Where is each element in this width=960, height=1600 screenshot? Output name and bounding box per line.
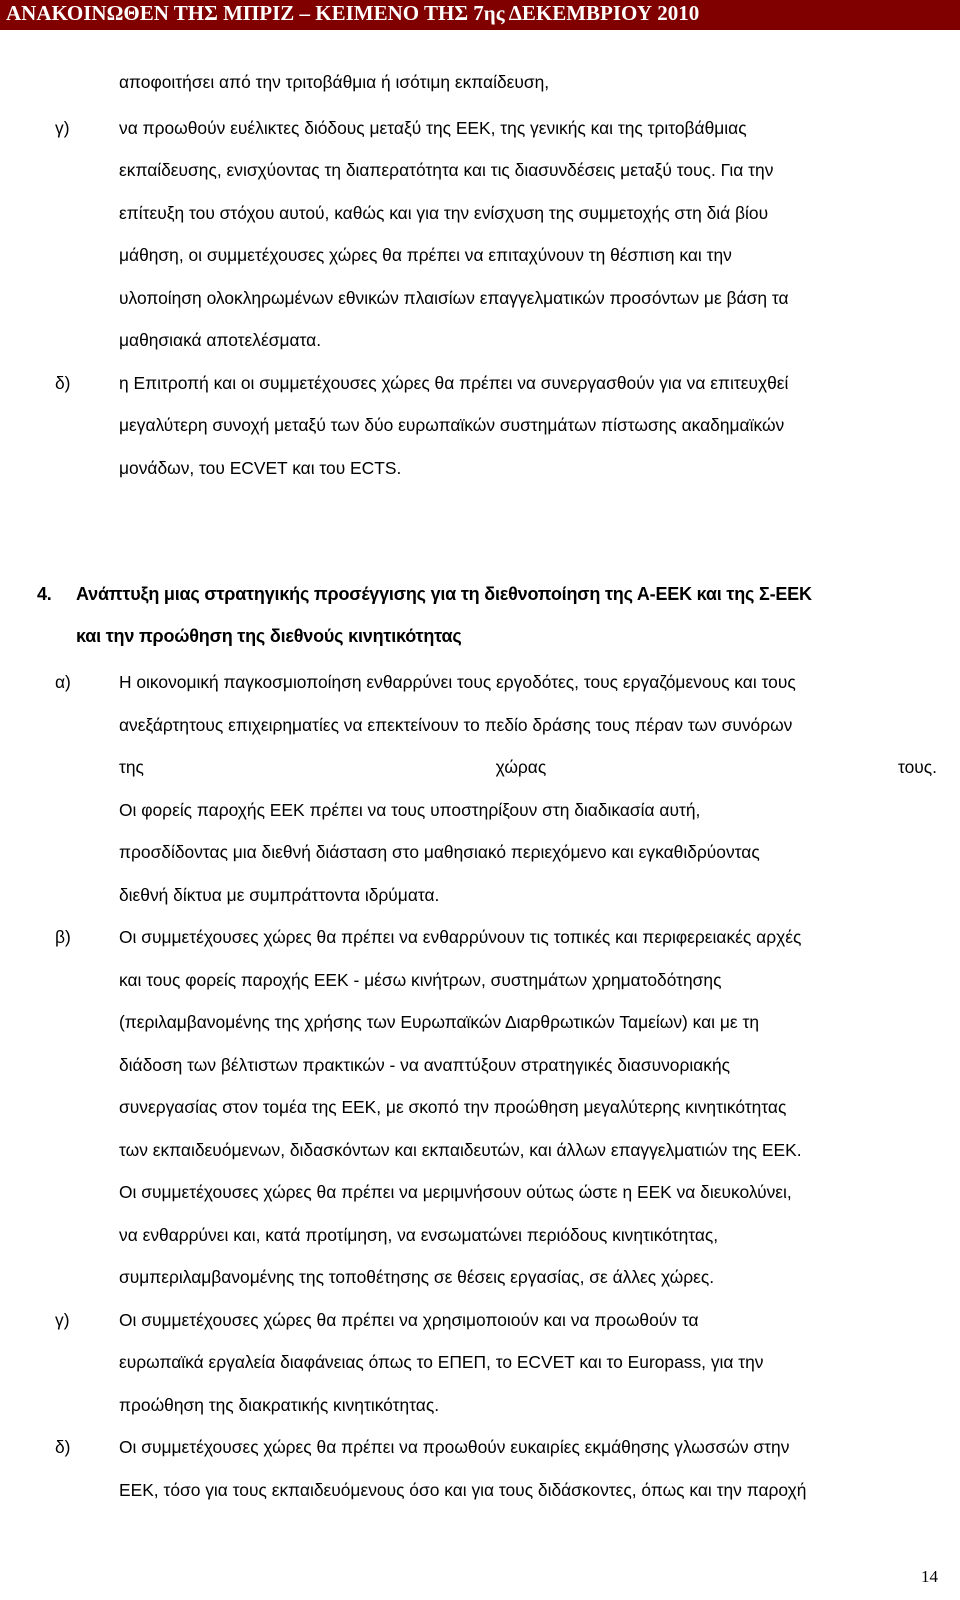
paragraph-line [119, 117, 937, 139]
list-label: δ) [55, 373, 71, 393]
paragraph-line: Οι συμμετέχουσες χώρες θα πρέπει να μεριμνήσουν ούτως ώστε η ΕΕΚ να διευκολύνει, [119, 1182, 792, 1202]
paragraph-line: διάδοση των βέλτιστων πρακτικών - να αναπτύξουν στρατηγικές διασυνοριακής [119, 1055, 731, 1075]
paragraph-line: προώθηση της διακρατικής κινητικότητας. [119, 1395, 440, 1415]
list-label: β) [55, 927, 71, 947]
paragraph-line: ευρωπαϊκά εργαλεία διαφάνειας όπως το ΕΠΕΠ, το ECVET και το Europass, για την [119, 1352, 764, 1372]
paragraph-line: να ενθαρρύνει και, κατά προτίμηση, να ενσωματώνει περιόδους κινητικότητας, [119, 1225, 719, 1245]
section-title-continued: και την προώθηση της διεθνούς κινητικότητας [76, 626, 462, 646]
paragraph-line: διεθνή δίκτυα με συμπράττοντα ιδρύματα. [119, 885, 440, 905]
paragraph-line: μαθησιακά αποτελέσματα. [119, 330, 322, 350]
word: τους. [897, 757, 937, 777]
paragraph-line: ΕΕΚ, τόσο για τους εκπαιδευόμενους όσο και για τους διδάσκοντες, όπως και την παροχή [119, 1480, 807, 1500]
word: της [119, 757, 144, 777]
paragraph-line: Οι συμμετέχουσες χώρες θα πρέπει να προωθούν ευκαιρίες εκμάθησης γλωσσών στην [119, 1437, 790, 1457]
header-title: ΑΝΑΚΟΙΝΩΘΕΝ ΤΗΣ ΜΠΡΙΖ – ΚΕΙΜΕΝΟ ΤΗΣ 7ης ΔΕΚΕΜΒΡΙΟΥ 2010 [6, 1, 700, 25]
paragraph-line: εκπαίδευσης, ενισχύοντας τη διαπερατότητα και τις διασυνδέσεις μεταξύ τους. Για την [119, 160, 774, 180]
paragraph-line: επίτευξη του στόχου αυτού, καθώς και για την ενίσχυση της συμμετοχής στη διά βίου [119, 203, 769, 223]
paragraph-line: προσδίδοντας μια διεθνή διάσταση στο μαθησιακό περιεχόμενο και εγκαθιδρύοντας [119, 842, 760, 862]
section-number: 4. [37, 584, 52, 604]
paragraph-line: (περιλαμβανομένης της χρήσης των Ευρωπαϊκών Διαρθρωτικών Ταμείων) και με τη [119, 1012, 760, 1032]
paragraph-line: Οι συμμετέχουσες χώρες θα πρέπει να χρησιμοποιούν και να προωθούν τα [119, 1310, 699, 1330]
paragraph-line: μονάδων, του ECVET και του ECTS. [119, 458, 402, 478]
paragraph-line: Οι συμμετέχουσες χώρες θα πρέπει να ενθαρρύνουν τις τοπικές και περιφερειακές αρχές [119, 927, 802, 947]
list-label: γ) [55, 1310, 70, 1330]
word: χώρας [495, 757, 547, 777]
paragraph-line: μάθηση, οι συμμετέχουσες χώρες θα πρέπει να επιταχύνουν τη θέσπιση και την [119, 245, 732, 265]
paragraph-line: μεγαλύτερη συνοχή μεταξύ των δύο ευρωπαϊκών συστημάτων πίστωσης ακαδημαϊκών [119, 415, 785, 435]
paragraph-line: υλοποίηση ολοκληρωμένων εθνικών πλαισίων επαγγελματικών προσόντων με βάση τα [119, 288, 789, 308]
list-label: γ) [55, 118, 70, 138]
justified-line: να προωθούν ευέλικτες διόδους μεταξύ της ΕΕΚ, της γενικής και της τριτοβάθμιας [119, 118, 747, 138]
list-label: δ) [55, 1437, 71, 1457]
paragraph-line: ανεξάρτητους επιχειρηματίες να επεκτείνουν το πεδίο δράσης τους πέραν των συνόρων [119, 715, 793, 735]
paragraph-line: συνεργασίας στον τομέα της ΕΕΚ, με σκοπό την προώθηση μεγαλύτερης κινητικότητας [119, 1097, 787, 1117]
paragraph-line: αποφοιτήσει από την τριτοβάθμια ή ισότιμη εκπαίδευση, [119, 72, 550, 92]
section-title: Ανάπτυξη μιας στρατηγικής προσέγγισης για τη διεθνοποίηση της Α-ΕΕΚ και της Σ-ΕΕΚ [76, 584, 812, 604]
paragraph-line: Η οικονομική παγκοσμιοποίηση ενθαρρύνει τους εργοδότες, τους εργαζόμενους και τους [119, 672, 796, 692]
justified-line [119, 756, 937, 778]
paragraph-line: συμπεριλαμβανομένης της τοποθέτησης σε θέσεις εργασίας, σε άλλες χώρες. [119, 1267, 715, 1287]
page-number: 14 [921, 1567, 938, 1586]
list-label: α) [55, 672, 71, 692]
paragraph-line: και τους φορείς παροχής ΕΕΚ - μέσω κινήτρων, συστημάτων χρηματοδότησης [119, 970, 722, 990]
paragraph-line: Οι φορείς παροχής ΕΕΚ πρέπει να τους υποστηρίξουν στη διαδικασία αυτή, [119, 800, 701, 820]
paragraph-line: η Επιτροπή και οι συμμετέχουσες χώρες θα πρέπει να συνεργασθούν για να επιτευχθεί [119, 373, 789, 393]
paragraph-line: των εκπαιδευόμενων, διδασκόντων και εκπαιδευτών, και άλλων επαγγελματιών της ΕΕΚ. [119, 1140, 802, 1160]
document-header [0, 0, 960, 30]
